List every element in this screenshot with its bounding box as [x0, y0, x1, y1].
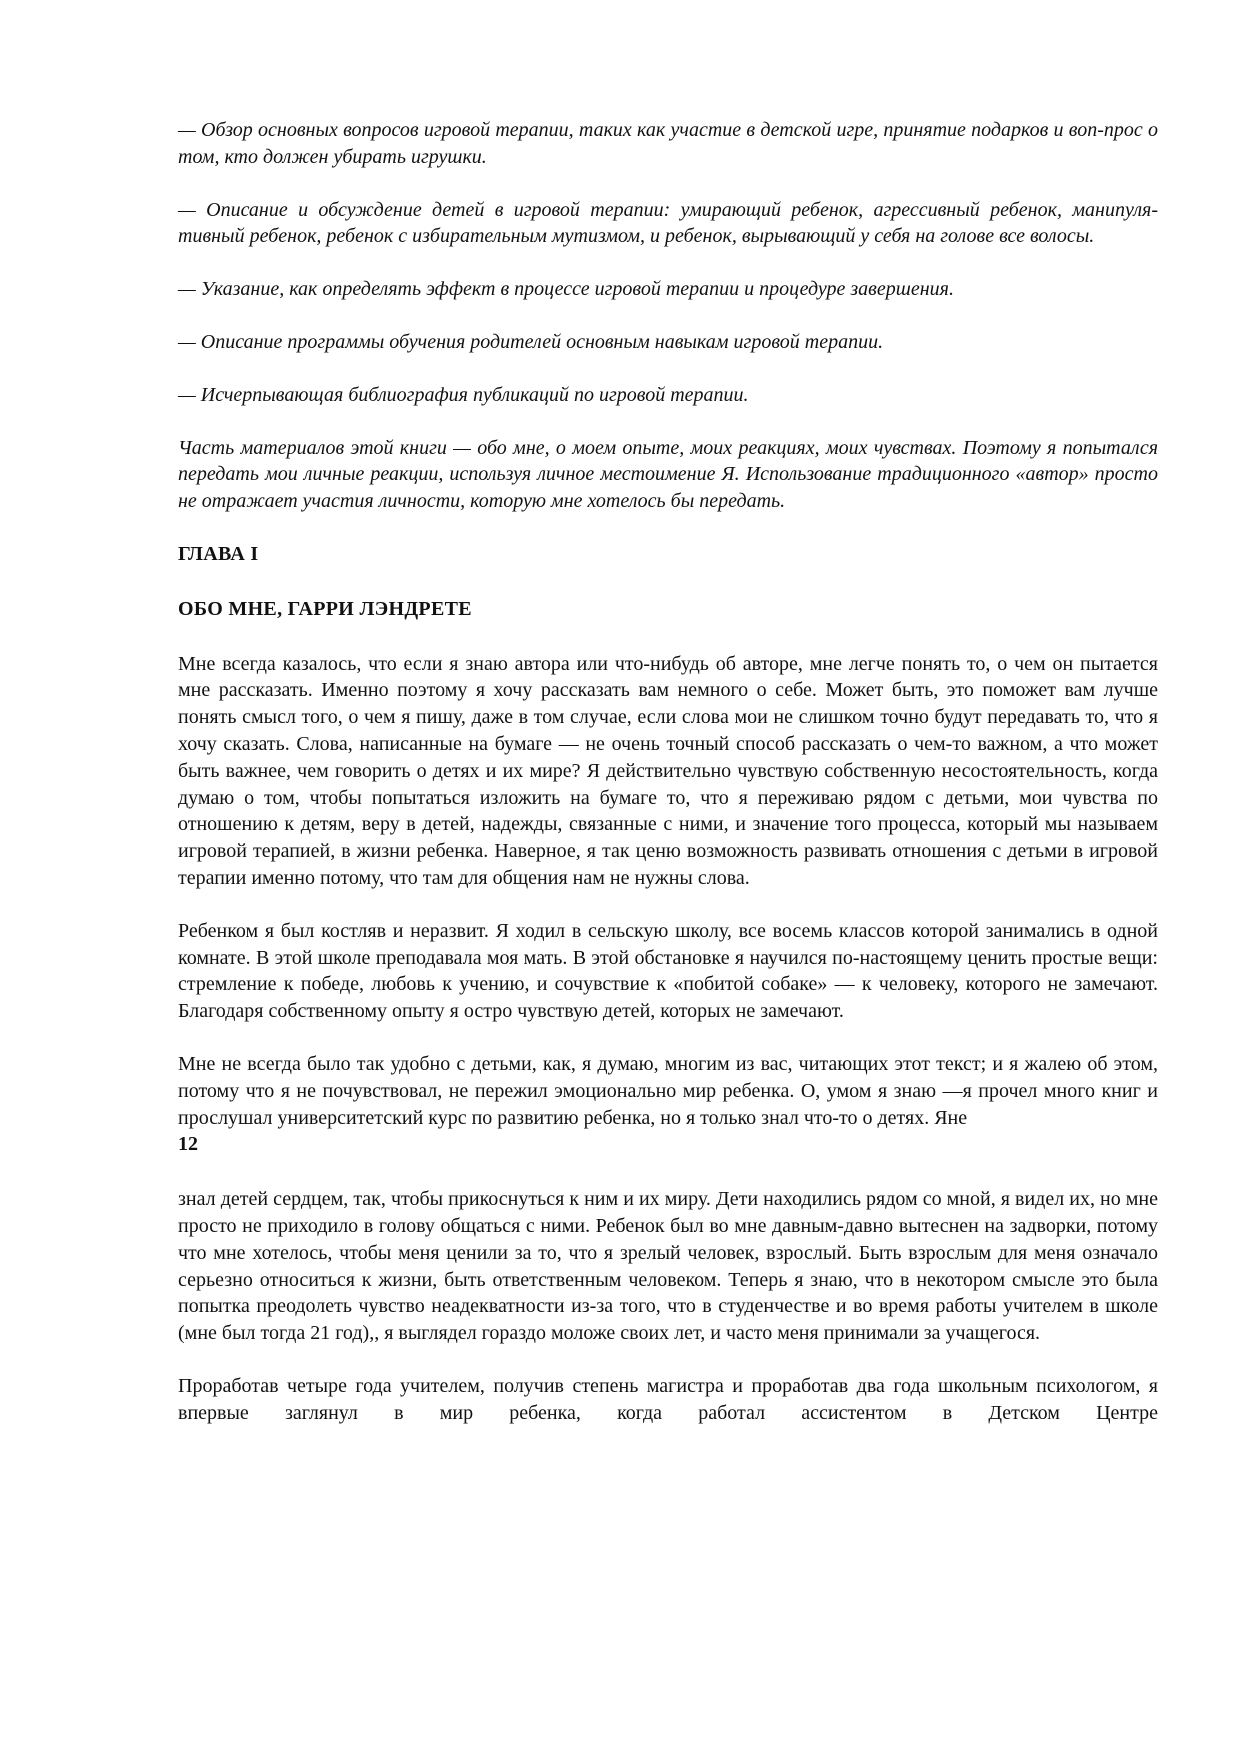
intro-item: — Обзор основных вопросов игровой терапии, таких как участие в детской игре, принятие подарков и воп-прос о том, кто должен убирать игрушки.	[178, 119, 1158, 168]
intro-note: Часть материалов этой книги — обо мне, о моем опыте, моих реакциях, моих чувствах. Поэтому я попытался передать мои личные реакции, используя личное местоимение Я. Использование традиционного «автор» просто не отражает участия личности, которую мне хотелось бы передать.	[178, 436, 1158, 513]
chapter-label: ГЛАВА I	[178, 542, 259, 565]
intro-item: — Исчерпывающая библиография публикаций по игровой терапии.	[178, 383, 749, 406]
body-paragraph: Мне всегда казалось, что если я знаю автора или что-нибудь об авторе, мне легче понять то, о чем он пытается мне рассказать. Именно поэтому я хочу рассказать вам немного о себе. Может быть, это поможет вам лучше понять смысл того, о чем я пишу, даже в том случае, если слова мои не слишком точно будут передавать то, что я хочу сказать. Слова, написанные на бумаге — не очень точный способ рассказать о чем-то важном, а что может быть важнее, чем говорить о детях и их мире? Я действительно чувствую собственную несостоятельность, когда думаю о том, чтобы попытаться изложить на бумаге то, что я переживаю рядом с детьми, мои чувства по отношению к детям, веру в детей, надежды, связанные с ними, и значение того процесса, который мы называем игровой терапией, в жизни ребенка. Наверное, я так ценю возможность развивать отношения с детьми в игровой терапии именно потому, что там для общения нам не нужны слова.	[178, 652, 1158, 889]
intro-item: — Описание программы обучения родителей основным навыкам игровой терапии.	[178, 330, 884, 353]
body-paragraph: Ребенком я был костляв и неразвит. Я ходил в сельскую школу, все восемь классов которой занимались в одной комнате. В этой школе преподавала моя мать. В этой обстановке я научился по-настоящему ценить простые вещи: стремление к победе, любовь к учению, и сочувствие к «побитой собаке» — к человеку, которого не замечают. Благодаря собственному опыту я остро чувствую детей, которых не замечают.	[178, 919, 1158, 1023]
document-page	[178, 117, 1158, 1426]
intro-item: — Указание, как определять эффект в процессе игровой терапии и процедуре завершения.	[178, 278, 954, 301]
body-paragraph: Проработав четыре года учителем, получив степень магистра и проработав два года школьным психологом, я впервые заглянул в мир ребенка, когда работал ассистентом в Детском Центре	[178, 1374, 1158, 1424]
body-paragraph: Мне не всегда было так удобно с детьми, как, я думаю, многим из вас, читающих этот текст; и я жалею об этом, потому что я не почувствовал, не пережил эмоционально мир ребенка. О, умом я знаю —я прочел много книг и прослушал университетский курс по развитию ребенка, но я только знал что-то о детях. Яне	[178, 1052, 1158, 1129]
page-number: 12	[178, 1133, 198, 1156]
body-paragraph: знал детей сердцем, так, чтобы прикоснуться к ним и их миру. Дети находились рядом со мной, я видел их, но мне просто не приходило в голову общаться с ними. Ребенок был во мне давным-давно вытеснен на задворки, потому что мне хотелось, чтобы меня ценили за то, что я зрелый человек, взрослый. Быть взрослым для меня означало серьезно относиться к жизни, быть ответственным человеком. Теперь я знаю, что в некотором смысле это была попытка преодолеть чувство неадекватности из-за того, что в студенчестве и во время работы учителем в школе (мне был тогда 21 год),, я выглядел гораздо моложе своих лет, и часто меня принимали за учащегося.	[178, 1188, 1158, 1345]
chapter-title: ОБО МНЕ, ГАРРИ ЛЭНДРЕТЕ	[178, 597, 472, 620]
intro-item: — Описание и обсуждение детей в игровой терапии: умирающий ребенок, агрессивный ребенок, манипуля-тивный ребенок, ребенок с избирательным мутизмом, и ребенок, вырывающий у себя на голове все волосы.	[178, 198, 1158, 248]
